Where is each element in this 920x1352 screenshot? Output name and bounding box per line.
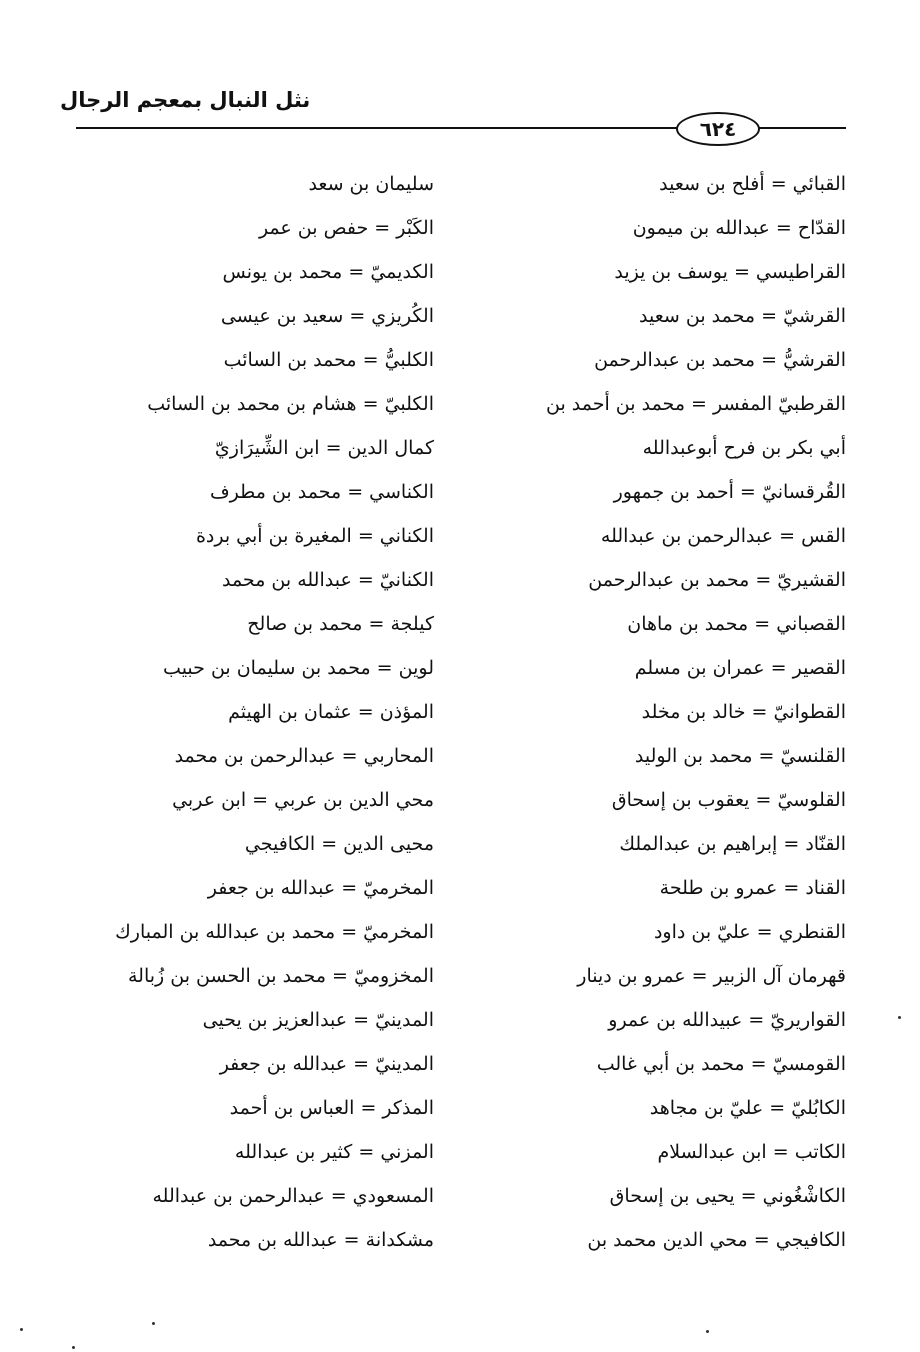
index-entry: القطوانيّ = خالد بن مخلد — [641, 701, 846, 723]
scan-speck — [20, 1328, 23, 1331]
index-entry: سليمان بن سعد — [308, 173, 434, 195]
index-entry: المخرميّ = عبدالله بن جعفر — [207, 877, 434, 899]
index-entry: الكلبيُّ = محمد بن السائب — [223, 349, 434, 371]
index-entry: الكاشْغُوني = يحيى بن إسحاق — [609, 1185, 846, 1207]
index-entry: المخزوميّ = محمد بن الحسن بن زُبالة — [127, 965, 434, 987]
index-entry: القلوسيّ = يعقوب بن إسحاق — [611, 789, 846, 811]
index-entry: لوين = محمد بن سليمان بن حبيب — [163, 657, 434, 679]
index-entry: القومسيّ = محمد بن أبي غالب — [596, 1053, 846, 1075]
index-entry: القنطري = عليّ بن داود — [653, 921, 846, 943]
scan-speck — [898, 1016, 901, 1019]
index-entry: الكافيجي = محي الدين محمد بن — [587, 1229, 846, 1251]
index-entry: الكلبيّ = هشام بن محمد بن السائب — [147, 393, 434, 415]
index-entry: القواريريّ = عبيدالله بن عمرو — [608, 1009, 846, 1031]
index-entry: المحاربي = عبدالرحمن بن محمد — [174, 745, 434, 767]
index-entry: القصباني = محمد بن ماهان — [627, 613, 846, 635]
index-entry: القشيريّ = محمد بن عبدالرحمن — [588, 569, 846, 591]
index-column-left — [64, 162, 434, 1262]
scan-speck — [706, 1330, 709, 1333]
index-entry: الكاتب = ابن عبدالسلام — [657, 1141, 846, 1163]
index-entry: الكديميّ = محمد بن يونس — [222, 261, 434, 283]
index-entry: أبي بكر بن فرح أبوعبدالله — [642, 437, 846, 459]
index-entry: القبائي = أفلح بن سعيد — [659, 173, 846, 195]
index-entry: المدينيّ = عبدالله بن جعفر — [219, 1053, 434, 1075]
index-entry: القناد = عمرو بن طلحة — [659, 877, 846, 899]
index-entry: الكَبْر = حفص بن عمر — [258, 217, 434, 239]
index-entry: المسعودي = عبدالرحمن بن عبدالله — [152, 1185, 434, 1207]
index-entry: الكناني = المغيرة بن أبي بردة — [195, 525, 434, 547]
index-entry: القُرقسانيّ = أحمد بن جمهور — [613, 481, 846, 503]
index-entry: الكنانيّ = عبدالله بن محمد — [221, 569, 434, 591]
index-entry: القنّاد = إبراهيم بن عبدالملك — [619, 833, 846, 855]
index-entry: المذكر = العباس بن أحمد — [229, 1097, 434, 1119]
index-entry: المؤذن = عثمان بن الهيثم — [228, 701, 434, 723]
index-entry: القرشيّ = محمد بن سعيد — [639, 305, 846, 327]
running-header-title: نثل النبال بمعجم الرجال — [60, 88, 311, 112]
index-entry: القرطبيّ المفسر = محمد بن أحمد بن — [546, 393, 846, 415]
index-entry: المخرميّ = محمد بن عبدالله بن المبارك — [115, 921, 434, 943]
index-entry: قهرمان آل الزبير = عمرو بن دينار — [577, 965, 846, 987]
index-entry: المدينيّ = عبدالعزيز بن يحيى — [202, 1009, 434, 1031]
scan-speck — [152, 1322, 155, 1325]
index-entry: الكابُليّ = عليّ بن مجاهد — [649, 1097, 846, 1119]
index-entry: الكُريزي = سعيد بن عيسى — [220, 305, 434, 327]
index-entry: القلنسيّ = محمد بن الوليد — [634, 745, 846, 767]
index-entry: القصير = عمران بن مسلم — [634, 657, 846, 679]
scan-speck — [72, 1346, 75, 1349]
index-entry: المزني = كثير بن عبدالله — [234, 1141, 434, 1163]
index-entry: الكناسي = محمد بن مطرف — [209, 481, 434, 503]
page-number: ٦٢٤ — [676, 112, 760, 146]
index-entry: القرشيُّ = محمد بن عبدالرحمن — [594, 349, 846, 371]
index-entry: كيلجة = محمد بن صالح — [247, 613, 434, 635]
index-entry: محيى الدين = الكافيجي — [244, 833, 434, 855]
index-entry: القدّاح = عبدالله بن ميمون — [632, 217, 846, 239]
index-entry: القس = عبدالرحمن بن عبدالله — [600, 525, 846, 547]
index-entry: محي الدين بن عربي = ابن عربي — [172, 789, 434, 811]
index-column-right — [466, 162, 846, 1262]
index-entry: كمال الدين = ابن الشِّيرَازيّ — [214, 437, 434, 459]
index-entry: مشكدانة = عبدالله بن محمد — [207, 1229, 434, 1251]
index-entry: القراطيسي = يوسف بن يزيد — [614, 261, 846, 283]
